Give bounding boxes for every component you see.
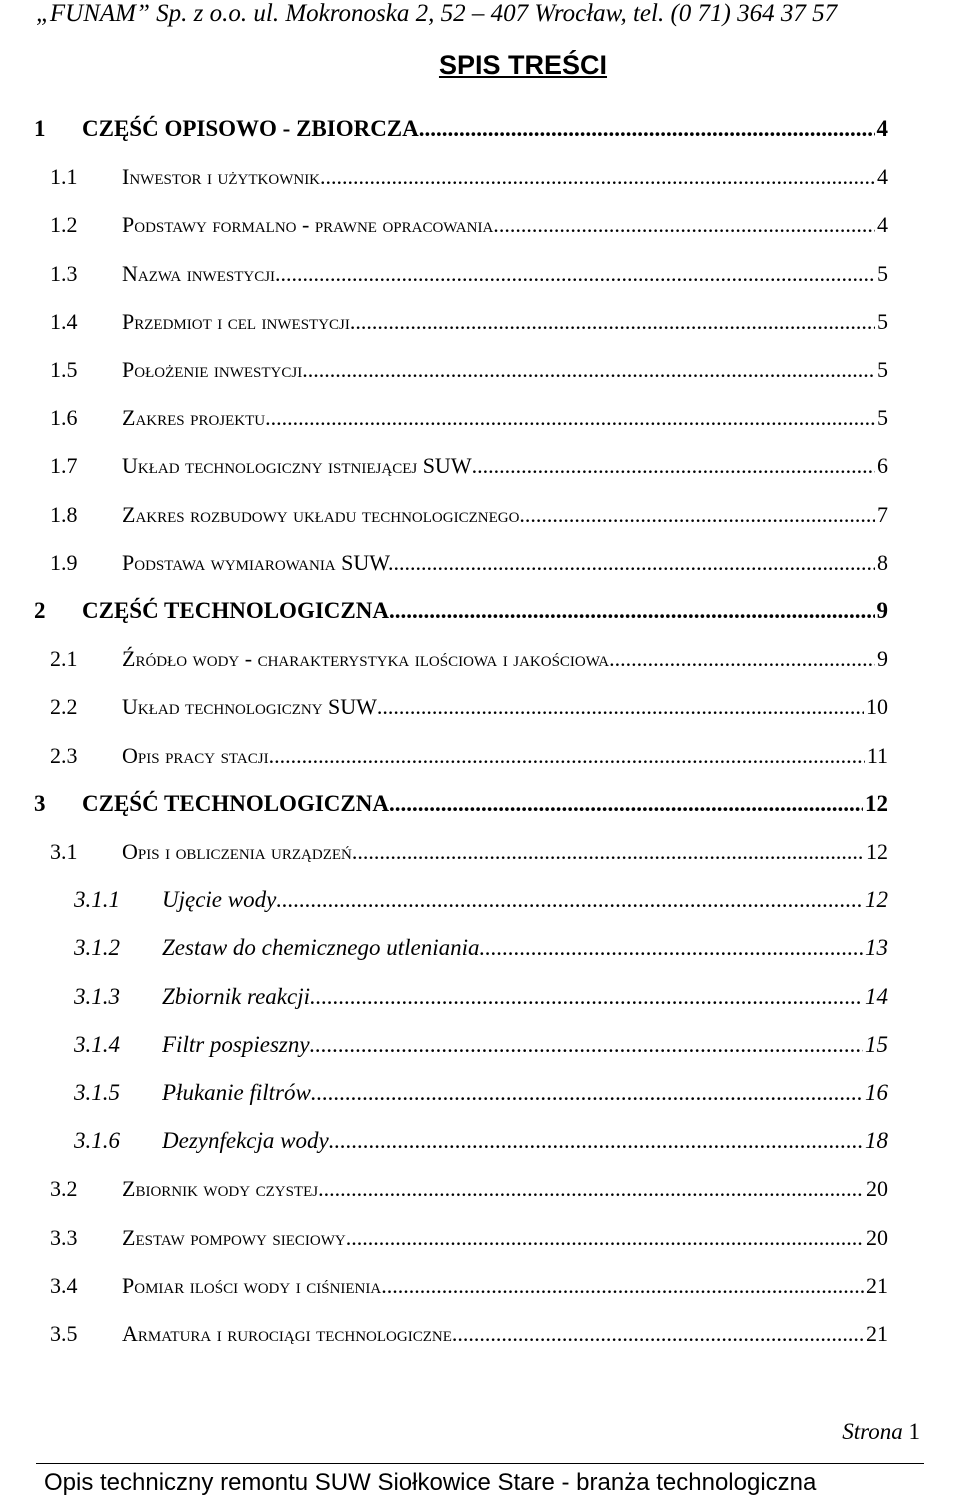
toc-entry-line [122,1172,888,1206]
toc-entry-number: 3.1.3 [74,984,120,1009]
toc-entry-label: Położenie inwestycji. [122,357,308,382]
toc-entry-page: 4 [877,164,888,189]
toc-entry-line [162,980,888,1014]
toc-entry-line [122,305,888,339]
toc-entry-number: 3.1.4 [74,1032,120,1057]
toc-entry[interactable] [0,305,960,339]
toc-entry-page: 21 [866,1273,888,1298]
toc-entry-label: Zakres projektu. [122,405,271,430]
toc-entry-number: 3.4 [50,1273,78,1298]
toc-entry-label: Zestaw do chemicznego utleniania [162,935,480,960]
footer: Opis techniczny remontu SUW Siołkowice Stare - branża technologiczna [44,1469,817,1496]
toc-entry-line [162,1124,888,1158]
toc-entry-leader [352,835,864,869]
toc-entry-line [122,257,888,291]
toc-entry-page: 5 [877,405,888,430]
toc-entry[interactable] [0,449,960,483]
toc-entry-page: 7 [877,502,888,527]
toc-entry-page: 5 [877,309,888,334]
toc-entry-leader [311,1076,863,1110]
toc-entry[interactable] [0,1269,960,1303]
toc-entry-leader [499,208,875,242]
toc-entry-leader [377,690,864,724]
toc-entry-line [162,1028,888,1062]
toc-entry[interactable] [0,160,960,194]
toc-entry-label: Przedmiot i cel inwestycji. [122,309,356,334]
toc-entry-number: 1.4 [50,309,78,334]
toc-entry-leader [329,1124,863,1158]
toc-entry-page: 13 [865,935,888,960]
toc-entry[interactable] [0,642,960,676]
toc-entry-line [122,1269,888,1303]
toc-entry[interactable] [0,980,960,1014]
toc-entry-number: 2.3 [50,743,78,768]
toc-entry-line [122,401,888,435]
toc-entry-page: 21 [866,1321,888,1346]
toc-entry[interactable] [0,1124,960,1158]
toc-entry-line [122,160,888,194]
toc-entry[interactable] [0,353,960,387]
toc-entry-line [122,498,888,532]
toc-entry[interactable] [0,931,960,965]
page-label: Strona [842,1419,903,1444]
toc-entry[interactable] [0,739,960,773]
toc-entry-line [82,787,888,821]
toc-entry-label: Podstawy formalno - prawne opracowania. [122,212,499,237]
toc-entry-number: 1.8 [50,502,78,527]
toc-entry-page: 12 [866,839,888,864]
toc-entry-number: 3.2 [50,1176,78,1201]
toc-entry-line [122,642,888,676]
toc-entry-page: 4 [877,212,888,237]
toc-entry-line [122,449,888,483]
toc-entry-number: 3.1.5 [74,1080,120,1105]
toc-entry-number: 3.5 [50,1321,78,1346]
toc-entry-label: Układ technologiczny SUW [122,694,377,719]
toc-entry-label: CZĘŚĆ OPISOWO - ZBIORCZA [82,116,419,141]
toc-entry[interactable] [0,594,960,628]
toc-entry-label: Zakres rozbudowy układu technologicznego [122,502,520,527]
toc-entry-page: 12 [865,791,888,816]
toc-entry-line [122,208,888,242]
toc-entry-page: 8 [877,550,888,575]
toc-entry-line [122,690,888,724]
toc-entry-leader [269,739,865,773]
toc-entry-leader [281,257,875,291]
toc-entry[interactable] [0,1317,960,1351]
toc-entry-leader [355,305,875,339]
toc-entry-page: 14 [865,984,888,1009]
toc-entry-label: Filtr pospieszny [162,1032,310,1057]
toc-entry-line [162,1076,888,1110]
toc-entry-line [162,931,888,965]
toc-entry-label: Zestaw pompowy sieciowy [122,1225,346,1250]
toc-entry-line [122,739,888,773]
toc-entry-number: 1.3 [50,261,78,286]
toc-entry-label: Ujęcie wody [162,887,277,912]
toc-entry-number: 1.5 [50,357,78,382]
toc-entry[interactable] [0,835,960,869]
toc-entry-number: 1.6 [50,405,78,430]
toc-entry-leader [308,353,875,387]
toc-entry-leader [480,931,864,965]
toc-entry[interactable] [0,498,960,532]
toc-entry-label: Opis pracy stacji [122,743,269,768]
toc-entry[interactable] [0,690,960,724]
toc-entry-leader [519,498,875,532]
toc-entry-leader [472,449,875,483]
toc-entry-number: 1.9 [50,550,78,575]
toc-entry-leader [419,112,875,146]
toc-entry-number: 1.1 [50,164,78,189]
toc-entry-page: 6 [877,453,888,478]
toc-entry-page: 16 [865,1080,888,1105]
footer-divider [36,1463,924,1464]
toc-entry-number: 3.1.1 [74,887,120,912]
toc-entry-page: 5 [877,261,888,286]
page-number-value: 1 [908,1419,920,1444]
toc-entry-label: Zbiornik reakcji [162,984,310,1009]
toc-entry-page: 20 [866,1176,888,1201]
toc-entry-page: 9 [876,598,888,623]
toc-entry-page: 9 [877,646,888,671]
toc-entry[interactable] [0,787,960,821]
toc-entry-line [122,353,888,387]
toc-entry-leader [394,546,875,580]
toc-entry-number: 1.7 [50,453,78,478]
toc-entry[interactable] [0,257,960,291]
toc-entry-line [122,835,888,869]
toc-entry-leader [271,401,875,435]
toc-entry-leader [318,1172,864,1206]
toc-entry[interactable] [0,1221,960,1255]
toc-entry-line [82,112,888,146]
toc-entry-page: 15 [865,1032,888,1057]
toc-entry-leader [395,594,875,628]
toc-entry-label: Opis i obliczenia urządzeń [122,839,352,864]
toc-entry[interactable] [0,1076,960,1110]
toc-entry-leader [346,1221,864,1255]
toc-entry-label: Płukanie filtrów [162,1080,311,1105]
toc-entry[interactable] [0,401,960,435]
toc-entry-page: 4 [876,116,888,141]
toc-entry-label: Armatura i rurociągi technologiczne. [122,1321,458,1346]
toc-entry-leader [615,642,875,676]
toc-entry[interactable] [0,208,960,242]
toc-entry-leader [381,1269,864,1303]
toc-entry-label: Podstawa wymiarowania SUW. [122,550,394,575]
toc-entry-label: Układ technologiczny istniejącej SUW [122,453,472,478]
toc-entry-page: 20 [866,1225,888,1250]
toc-entry-line [122,1221,888,1255]
toc-entry-number: 2 [34,598,46,623]
toc-entry-number: 1.2 [50,212,78,237]
toc-entry[interactable] [0,1172,960,1206]
toc-entry-page: 5 [877,357,888,382]
toc-entry-leader [457,1317,864,1351]
letterhead: „FUNAM” Sp. z o.o. ul. Mokronoska 2, 52 – 407 Wrocław, tel. (0 71) 364 37 57 [36,0,838,27]
toc-entry-label: Zbiornik wody czystej [122,1176,319,1201]
toc-entry-page: 12 [865,887,888,912]
toc-entry-number: 3.1.6 [74,1128,120,1153]
toc-entry-label: CZĘŚĆ TECHNOLOGICZNA. [82,791,395,816]
toc-entry-number: 2.2 [50,694,78,719]
toc-entry-line [122,546,888,580]
toc-entry[interactable] [0,1028,960,1062]
toc-entry-page: 10 [866,694,888,719]
toc-entry-number: 3 [34,791,46,816]
toc-entry-label: Inwestor i użytkownik. [122,164,326,189]
toc-entry[interactable] [0,546,960,580]
toc-entry-label: CZĘŚĆ TECHNOLOGICZNA. [82,598,395,623]
toc-entry-leader [326,160,875,194]
toc-entry-line [162,883,888,917]
page-number [842,1417,920,1447]
toc-entry-line [82,594,888,628]
toc-entry-leader [395,787,863,821]
toc-entry-leader [310,1028,863,1062]
toc-entry[interactable] [0,883,960,917]
toc-entry-line [122,1317,888,1351]
toc-entry-number: 3.1.2 [74,935,120,960]
toc-entry-label: Pomiar ilości wody i ciśnienia [122,1273,382,1298]
toc-entry-page: 18 [865,1128,888,1153]
toc-entry-number: 3.1 [50,839,78,864]
toc-title: SPIS TREŚCI [438,50,608,80]
toc-entry-number: 3.3 [50,1225,78,1250]
toc-entry-label: Źródło wody - charakterystyka ilościowa i jakościowa. [122,646,615,671]
toc-entry-leader [276,883,863,917]
toc-entry-label: Nazwa inwestycji. [122,261,281,286]
toc-entry[interactable] [0,112,960,146]
toc-entry-page: 11 [866,743,888,768]
toc-entry-number: 1 [34,116,46,141]
toc-entry-label: Dezynfekcja wody [162,1128,329,1153]
toc-entry-number: 2.1 [50,646,78,671]
toc-entry-leader [310,980,863,1014]
